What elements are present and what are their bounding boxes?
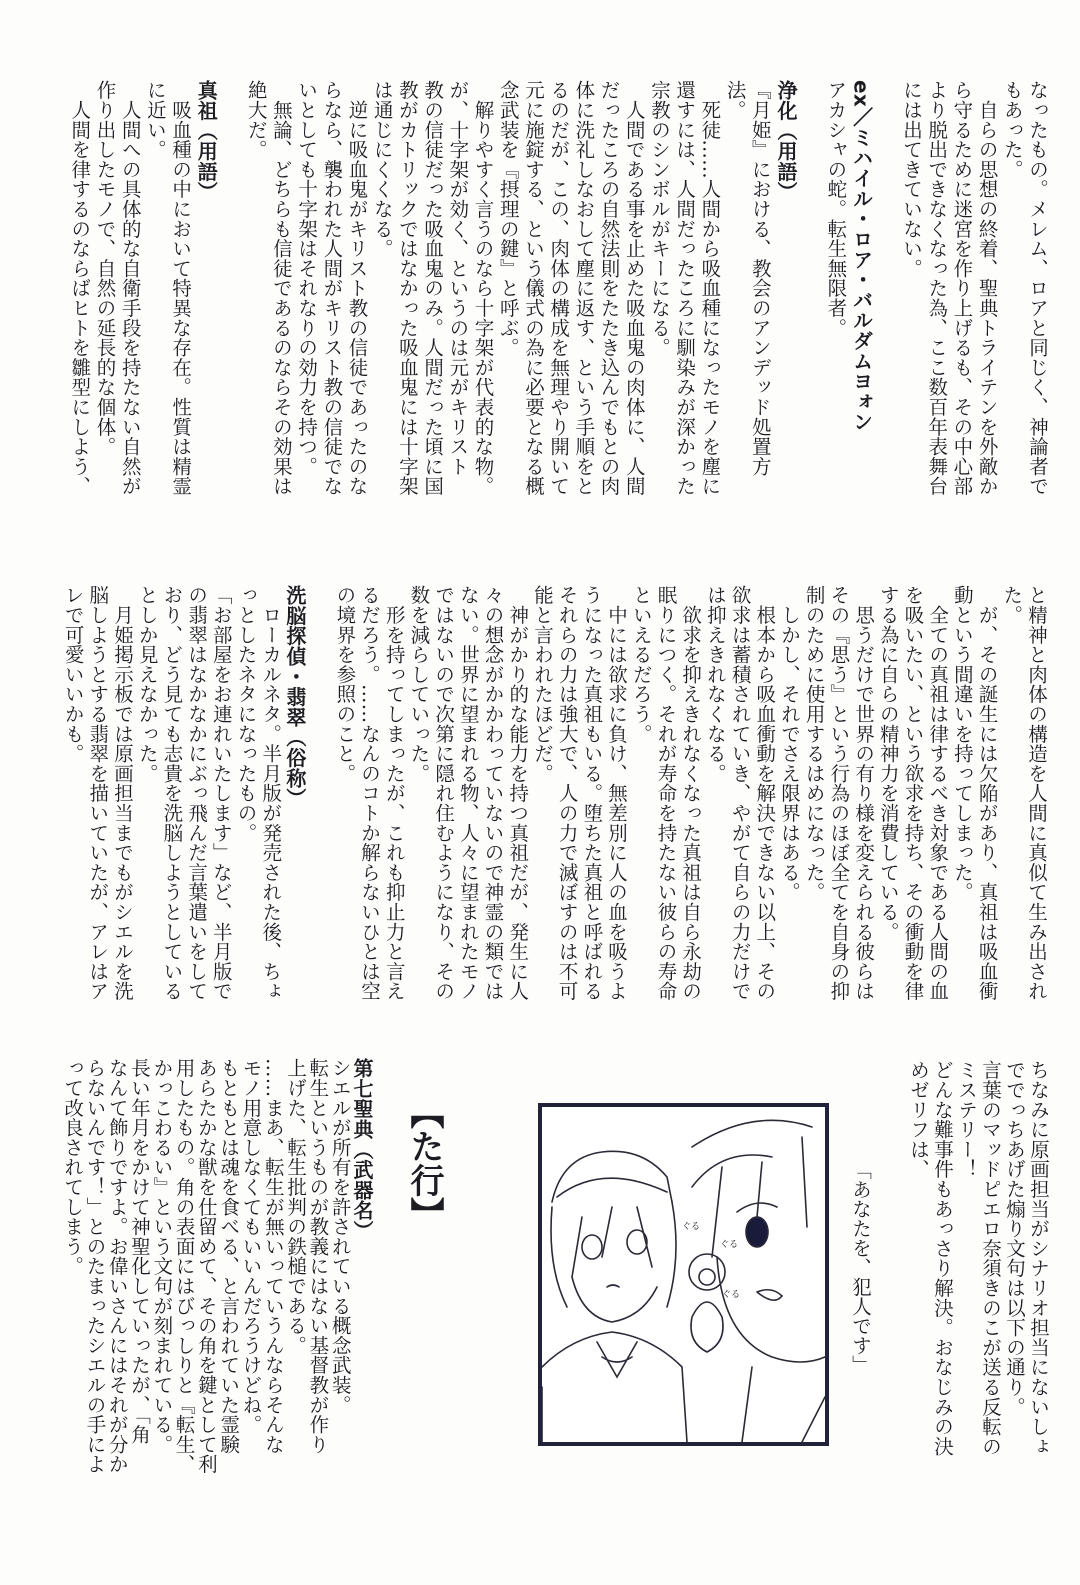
section-heading-ta: 【た行】 bbox=[404, 1095, 444, 1231]
text-line: っとしたネタになったもの。 bbox=[234, 585, 258, 843]
text-line: もともとは魂を食べる、と言われていた霊験 bbox=[217, 1058, 241, 1454]
text-line: 無論、どちらも信徒であるのならその効果は bbox=[269, 80, 293, 496]
text-line: レで可愛いいかも。 bbox=[61, 585, 85, 764]
text-line: どんな難事件もあっさり解決。おなじみの決 bbox=[931, 1060, 954, 1456]
text-line bbox=[798, 80, 823, 530]
text-line: 人間である事を止めた吸血鬼の肉体に、人間 bbox=[622, 80, 646, 496]
text-line: いとしても十字架はそれなりの効力を持つ。 bbox=[295, 80, 319, 476]
text-line: なんて飾りですよ。お偉いさんにはそれが分か bbox=[105, 1058, 129, 1474]
sfx-gurugur: ぐる bbox=[682, 1222, 701, 1232]
text-line: ローカルネタ。半月版が発売された後、ちょ bbox=[259, 585, 283, 1001]
text-line: 元に施錠する、という儀式の為に必要となる概 bbox=[521, 80, 545, 496]
text-line: 制のために使用するはめになった。 bbox=[802, 585, 826, 902]
text-line: 欲求は蓄積されていき、やがて自らの力だけで bbox=[728, 585, 752, 1001]
text-line: 自らの思想の終着、聖典トライテンを外敵か bbox=[975, 80, 999, 496]
text-line: かっこわるい』という文句が刻まれている。 bbox=[150, 1058, 174, 1454]
text-line: 解りやすく言うのなら十字架が代表的な物。 bbox=[471, 80, 495, 496]
maid-headdress bbox=[552, 1151, 672, 1202]
entry-heading: 浄化（用語） bbox=[773, 80, 798, 202]
text-line: が、十字架が効く、というのは元がキリスト bbox=[446, 80, 470, 476]
text-line: 絶大だ。 bbox=[244, 80, 268, 160]
text-line: の境界を参照のこと。 bbox=[333, 585, 357, 783]
text-line: は通じにくくなる。 bbox=[370, 80, 394, 259]
text-line: ら守るために迷宮を作り上げるも、その中心部 bbox=[950, 80, 974, 496]
text-line: ではないので次第に隠れ住むようになり、その bbox=[432, 585, 456, 1001]
text-line: しかし、それでさえ限界はある。 bbox=[777, 585, 801, 902]
text-line: めゼリフは、 bbox=[907, 1060, 930, 1179]
text-line: るだろう。……なんのコトか解らないひとは空 bbox=[358, 585, 382, 1001]
text-line: には出てきていない。 bbox=[899, 80, 923, 278]
entry-heading: 真祖（用語） bbox=[194, 80, 219, 202]
entry-heading: 第七聖典（武器名） bbox=[350, 1058, 374, 1241]
text-line: 宗教のシンボルがキーになる。 bbox=[647, 80, 671, 358]
text-line: 欲求を抑えきれなくなった真祖は自ら永劫の bbox=[679, 585, 703, 1001]
text-line: 体に洗礼しなおして塵に返す、という手順をと bbox=[572, 80, 596, 496]
text-line: 形を持ってしまったが、これも抑止力と言え bbox=[382, 585, 406, 1001]
entry-heading: ex／ミハイル・ロア・バルダムヨォン bbox=[849, 80, 874, 432]
text-line: 数を減らしていった。 bbox=[407, 585, 431, 783]
text-line: と精神と肉体の構造を人間に真似て生み出され bbox=[1025, 585, 1048, 1001]
text-line: が、その誕生には欠陥があり、真祖は吸血衝 bbox=[975, 585, 999, 1001]
entry-heading: 洗脳探偵・翡翠（俗称） bbox=[282, 585, 307, 809]
text-line: 根本から吸血衝動を解決できない以上、その bbox=[753, 585, 777, 1001]
text-line: 死徒……人間から吸血種になったモノを塵に bbox=[698, 80, 722, 496]
maid-hair bbox=[551, 1202, 676, 1307]
text-line: なったもの。メレム、ロアと同じく、神論者で bbox=[1026, 80, 1049, 496]
text-line: もあった。 bbox=[1000, 80, 1024, 179]
sfx-gurugur: ぐる bbox=[720, 1240, 739, 1250]
text-line: だったころの自然法則をたたき込んでもとの肉 bbox=[597, 80, 621, 496]
text-line: としか見えなかった。 bbox=[135, 585, 159, 783]
text-line: 教がカトリックではなかった吸血鬼には十字架 bbox=[395, 80, 419, 496]
text-line bbox=[218, 80, 243, 530]
text-line: るのだが、この、肉体の構成を無理やり開いて bbox=[547, 80, 571, 496]
text-line: 上げた、転生批判の鉄槌である。 bbox=[284, 1058, 308, 1355]
text-line: 々の想念がかかわっていないので神霊の類では bbox=[481, 585, 505, 1001]
text-line: ない。世界に望まれる物、人々に望まれたモノ bbox=[456, 585, 480, 1001]
maid-eye bbox=[582, 1235, 602, 1259]
maid-body bbox=[542, 1332, 687, 1442]
text-line: 動という間違いを持ってしまった。 bbox=[950, 585, 974, 902]
text-line: といえるだろう。 bbox=[629, 585, 653, 744]
text-line: 転生というものが教義にはない基督教が作り bbox=[306, 1058, 330, 1454]
text-line: 脳しようとする翡翠を描いていたが、アレはア bbox=[86, 585, 110, 1001]
man-face bbox=[717, 1257, 825, 1362]
text-line: を吸いたい、という欲求を持ち、その衝動を律 bbox=[901, 585, 925, 1001]
text-line: 眠りにつく。それが寿命を持たない彼らの寿命 bbox=[654, 585, 678, 1001]
text-line: 人間への具体的な自衛手段を持たない自然が bbox=[118, 80, 142, 496]
text-line: 用したもの。角の表面にはびっしりと『転生、 bbox=[172, 1058, 196, 1474]
text-line: 言葉のマッドピエロ奈須きのこが送る反転の bbox=[979, 1060, 1002, 1456]
man-eye bbox=[746, 1217, 768, 1247]
text-line: 月姫掲示板では原画担当までもがシエルを洗 bbox=[110, 585, 134, 1001]
text-line: 法。 bbox=[723, 80, 747, 120]
text-line: モノ用意しなくてもいいんだろうけどね。 bbox=[239, 1058, 263, 1435]
text-line: ちなみに原画担当がシナリオ担当にないしょ bbox=[1027, 1060, 1050, 1456]
text-line: らなら、襲われた人間がキリスト教の信徒でな bbox=[320, 80, 344, 496]
text-line: 能と言われたほどだ。 bbox=[530, 585, 554, 783]
bottom-left-text bbox=[58, 1058, 373, 1518]
text-line: 「お部屋をお連れいたします」など、半月版で bbox=[209, 585, 233, 1001]
text-line: ミステリー！ bbox=[955, 1060, 978, 1179]
text-line: 『月姫』における、教会のアンデッド処置方 bbox=[748, 80, 772, 476]
top-tier-text bbox=[67, 80, 1050, 530]
text-line: 中には欲求に負け、無差別に人の血を吸うよ bbox=[605, 585, 629, 1001]
text-line: 作り出したモノで、自然の延長的な個体。 bbox=[93, 80, 117, 457]
text-line bbox=[874, 80, 899, 530]
text-line: 還すには、人間だったころに馴染みが深かった bbox=[673, 80, 697, 496]
bottom-right-text bbox=[906, 1060, 1050, 1490]
text-line: うになった真祖もいる。堕ちた真祖と呼ばれる bbox=[580, 585, 604, 1001]
maid-eye bbox=[627, 1230, 647, 1254]
text-line: より脱出できなくなった為、ここ数百年表舞台 bbox=[925, 80, 949, 496]
text-line: シエルが所有を許されている概念武装。 bbox=[328, 1058, 352, 1415]
text-line bbox=[307, 585, 332, 1025]
text-line: に近い。 bbox=[143, 80, 167, 160]
text-line: それらの力は強大で、人の力で滅ぼすのは不可 bbox=[555, 585, 579, 1001]
middle-tier-text bbox=[60, 585, 1048, 1025]
text-line: らないんです！」とのたまったシエルの手によ bbox=[83, 1058, 107, 1474]
sketch-illustration bbox=[538, 1103, 829, 1446]
text-line: の翡翠はなかなかにぶっ飛んだ言葉遣いをして bbox=[185, 585, 209, 1001]
text-line: た。 bbox=[1000, 585, 1024, 625]
catchphrase-quote: 「あなたを、犯人です」 bbox=[849, 1160, 872, 1375]
maid-face bbox=[572, 1277, 657, 1322]
text-line: あらたかな獣を仕留めて、その角を鍵として利 bbox=[194, 1058, 218, 1474]
sfx-gurugur: ぐる bbox=[722, 1290, 741, 1300]
text-line: は抑えきれなくなる。 bbox=[703, 585, 727, 783]
text-line: アカシャの蛇。転生無限者。 bbox=[824, 80, 848, 338]
text-line: 逆に吸血鬼がキリスト教の信徒であったのな bbox=[345, 80, 369, 496]
text-line: 念武装を『摂理の鍵』と呼ぶ。 bbox=[496, 80, 520, 358]
text-line: 吸血種の中において特異な存在。性質は精霊 bbox=[169, 80, 193, 496]
text-line: 神がかり的な能力を持つ真祖だが、発生に人 bbox=[506, 585, 530, 1001]
text-line: 長い年月をかけて神聖化していったが、「角 bbox=[128, 1058, 152, 1445]
text-line: ……まあ、転生が無いっていうんならそんな bbox=[261, 1058, 285, 1454]
text-line: おり、どう見ても志貴を洗脳しようとしている bbox=[160, 585, 184, 1001]
text-line: 全ての真祖は律するべき対象である人間の血 bbox=[926, 585, 950, 1001]
text-line: する為に自らの精神力を消費している。 bbox=[876, 585, 900, 942]
text-line: 教の信徒だった吸血鬼のみ。人間だった頃に国 bbox=[421, 80, 445, 496]
text-line: ででっちあげた煽り文句は以下の通り。 bbox=[1003, 1060, 1026, 1417]
text-line: 思うだけで世界の有り様を変えられる彼らは bbox=[852, 585, 876, 1001]
text-line: 人間を律するのならばヒトを雛型にしよう、 bbox=[68, 80, 92, 496]
text-line: その『思う』という行為のほぼ全てを自身の抑 bbox=[827, 585, 851, 1001]
text-line: って改良されてしまう。 bbox=[61, 1058, 85, 1276]
